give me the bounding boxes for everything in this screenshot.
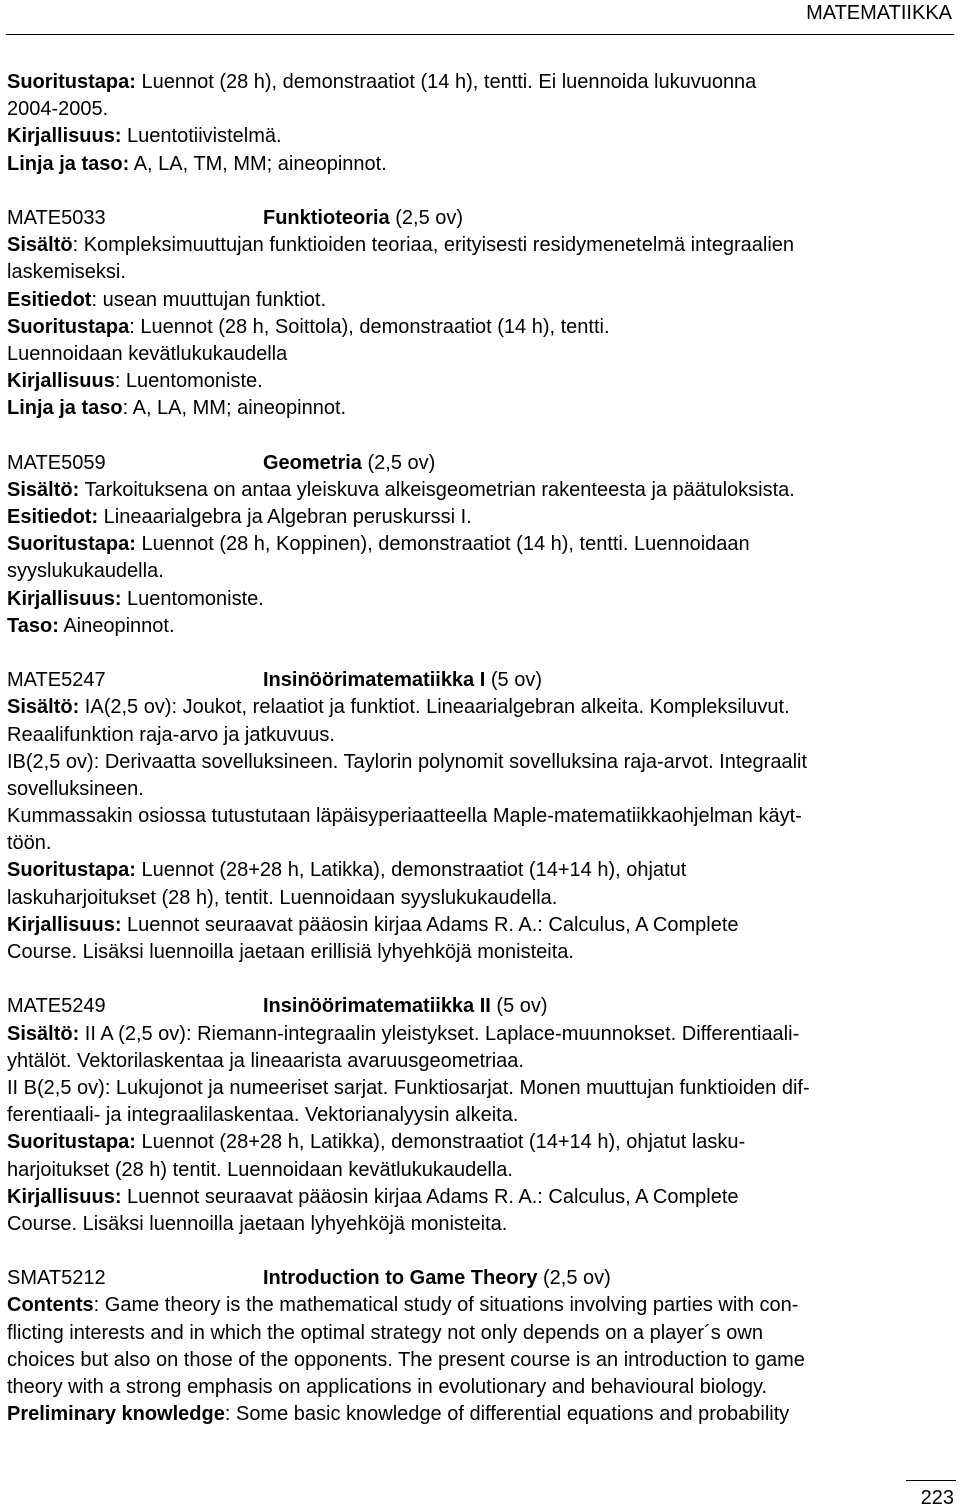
- field-value: Luennot seuraavat pääosin kirjaa Adams R. A.: Calculus, A Complete: [121, 913, 739, 936]
- field-value: Luennot (28+28 h, Latikka), demonstraatiot (14+14 h), ohjatut: [135, 859, 687, 882]
- field-line: [7, 1292, 955, 1319]
- field-line: [7, 1021, 955, 1048]
- field-value: Luennot (28 h), demonstraatiot (14 h), tentti. Ei luennoida lukuvuonna: [135, 71, 757, 93]
- field-value: Luentomoniste.: [121, 587, 264, 610]
- field-value: : Kompleksimuuttujan funktioiden teoriaa, erityisesti residymenetelmä integraalien: [72, 234, 795, 257]
- course-code: SMAT5212: [7, 1267, 106, 1290]
- text-content: yhtälöt. Vektorilaskentaa ja lineaarista avaruusgeometriaa.: [7, 1049, 524, 1072]
- text-line: [7, 722, 955, 749]
- course-title: Insinöörimatematiikka I: [263, 669, 486, 692]
- paragraph-gap: [7, 640, 955, 667]
- text-line: [7, 96, 955, 123]
- header-title: MATEMATIIKKA: [806, 2, 952, 24]
- field-label: Linja ja taso: [7, 397, 123, 420]
- field-line: [7, 1401, 955, 1428]
- field-label: Suoritustapa:: [7, 533, 136, 556]
- field-line: [7, 151, 955, 178]
- text-content: theory with a strong emphasis on applications in evolutionary and behavioural biology.: [7, 1376, 768, 1398]
- field-label: Esitiedot: [7, 288, 92, 311]
- field-value: Luentotiivistelmä.: [121, 125, 282, 148]
- text-line: [7, 885, 955, 912]
- field-value: Luennot seuraavat pääosin kirjaa Adams R. A.: Calculus, A Complete: [121, 1185, 739, 1208]
- text-content: IB(2,5 ov): Derivaatta sovelluksineen. Taylorin polynomit sovelluksina raja-arvot. Integraalit: [7, 750, 808, 773]
- text-line: [7, 749, 955, 776]
- field-value: II A (2,5 ov): Riemann-integraalin yleistykset. Laplace-muunnokset. Differentiaali-: [79, 1022, 800, 1045]
- field-label: Suoritustapa:: [7, 1131, 136, 1154]
- field-line: [7, 1129, 955, 1156]
- field-line: [7, 1184, 955, 1211]
- text-line: [7, 1320, 955, 1347]
- course-credits: (2,5 ov): [537, 1267, 611, 1290]
- text-content: Course. Lisäksi luennoilla jaetaan lyhyehköjä monisteita.: [7, 1212, 508, 1235]
- text-content: töön.: [7, 832, 52, 855]
- field-line: [7, 123, 955, 150]
- course-title: Geometria: [263, 451, 362, 474]
- paragraph-gap: [7, 422, 955, 449]
- text-line: [7, 1102, 955, 1129]
- course-credits: (2,5 ov): [361, 451, 436, 474]
- text-line: [7, 776, 955, 803]
- field-line: [7, 287, 955, 314]
- paragraph-gap: [7, 966, 955, 993]
- text-content: sovelluksineen.: [7, 777, 144, 800]
- field-label: Sisältö: [7, 234, 73, 257]
- course-credits: (2,5 ov): [389, 206, 464, 229]
- field-label: Suoritustapa:: [7, 71, 136, 93]
- text-content: harjoitukset (28 h) tentit. Luennoidaan kevätlukukaudella.: [7, 1158, 513, 1181]
- text-content: laskuharjoitukset (28 h), tentit. Luennoidaan syyslukukaudella.: [7, 886, 558, 909]
- field-line: [7, 912, 955, 939]
- field-label: Sisältö:: [7, 1022, 80, 1045]
- field-label: Kirjallisuus: [7, 370, 115, 393]
- paragraph-gap: [7, 1238, 955, 1265]
- page-number: 223: [920, 1487, 954, 1509]
- field-line: [7, 613, 955, 640]
- field-line: [7, 232, 955, 259]
- course-title: Funktioteoria: [263, 206, 390, 229]
- field-value: : Game theory is the mathematical study of situations involving parties with con-: [93, 1294, 799, 1317]
- course-credits: (5 ov): [490, 995, 548, 1018]
- field-label: Suoritustapa: [7, 315, 130, 338]
- text-content: flicting interests and in which the optimal strategy not only depends on a player´s own: [7, 1321, 763, 1344]
- document-body: [7, 69, 955, 1428]
- footer-rule: [906, 1480, 956, 1481]
- field-label: Preliminary knowledge: [7, 1403, 225, 1426]
- text-content: Reaalifunktion raja-arvo ja jatkuvuus.: [7, 723, 335, 746]
- field-value: A, LA, TM, MM; aineopinnot.: [129, 152, 387, 175]
- course-title: Introduction to Game Theory: [263, 1267, 538, 1290]
- field-value: Tarkoituksena on antaa yleiskuva alkeisgeometrian rakenteesta ja päätuloksista.: [79, 478, 795, 501]
- course-credits: (5 ov): [485, 669, 542, 692]
- field-label: Kirjallisuus:: [7, 587, 122, 610]
- text-line: [7, 830, 955, 857]
- text-line: [7, 1211, 955, 1238]
- field-value: Lineaarialgebra ja Algebran peruskurssi I.: [98, 506, 472, 528]
- course-title: Insinöörimatematiikka II: [263, 995, 491, 1018]
- field-line: [7, 857, 955, 884]
- field-label: Linja ja taso:: [7, 152, 130, 175]
- field-label: Kirjallisuus:: [7, 125, 122, 148]
- field-label: Sisältö:: [7, 696, 80, 719]
- field-label: Suoritustapa:: [7, 859, 136, 882]
- course-code: MATE5247: [7, 669, 106, 692]
- text-content: syyslukukaudella.: [7, 560, 164, 583]
- field-label: Sisältö:: [7, 478, 80, 501]
- field-value: : Some basic knowledge of differential equations and probability: [224, 1403, 790, 1426]
- course-heading: [7, 1265, 955, 1292]
- field-label: Contents: [7, 1294, 94, 1317]
- text-content: laskemiseksi.: [7, 261, 126, 284]
- field-line: [7, 504, 955, 531]
- field-line: [7, 531, 955, 558]
- field-line: [7, 477, 955, 504]
- field-line: [7, 314, 955, 341]
- header-rule: [6, 34, 954, 35]
- course-code: MATE5033: [7, 206, 106, 229]
- text-content: ferentiaali- ja integraalilaskentaa. Vektorianalyysin alkeita.: [7, 1104, 519, 1127]
- field-label: Taso:: [7, 614, 59, 637]
- text-line: [7, 259, 955, 286]
- course-heading: [7, 993, 955, 1020]
- field-label: Kirjallisuus:: [7, 913, 122, 936]
- text-content: 2004-2005.: [7, 98, 109, 121]
- text-line: [7, 1048, 955, 1075]
- field-line: [7, 69, 955, 96]
- field-line: [7, 694, 955, 721]
- page-header: [0, 0, 960, 40]
- text-line: [7, 803, 955, 830]
- field-value: : A, LA, MM; aineopinnot.: [122, 397, 347, 420]
- field-value: : usean muuttujan funktiot.: [91, 288, 327, 311]
- course-heading: [7, 205, 955, 232]
- field-value: : Luennot (28 h, Soittola), demonstraatiot (14 h), tentti.: [129, 315, 610, 338]
- text-line: [7, 939, 955, 966]
- text-content: Kummassakin osiossa tutustutaan läpäisyperiaatteella Maple-matematiikkaohjelman käyt-: [7, 805, 802, 828]
- field-value: Luennot (28+28 h, Latikka), demonstraatiot (14+14 h), ohjatut lasku-: [135, 1131, 746, 1154]
- field-label: Kirjallisuus:: [7, 1185, 122, 1208]
- text-line: [7, 1347, 955, 1374]
- course-code: MATE5249: [7, 995, 106, 1018]
- text-content: Luennoidaan kevätlukukaudella: [7, 342, 288, 365]
- course-heading: [7, 450, 955, 477]
- field-line: [7, 368, 955, 395]
- field-line: [7, 586, 955, 613]
- text-content: II B(2,5 ov): Lukujonot ja numeeriset sarjat. Funktiosarjat. Monen muuttujan funktioiden dif-: [7, 1076, 810, 1099]
- course-code: MATE5059: [7, 451, 106, 474]
- text-line: [7, 558, 955, 585]
- field-line: [7, 395, 955, 422]
- course-heading: [7, 667, 955, 694]
- text-content: choices but also on those of the opponents. The present course is an introduction to game: [7, 1348, 805, 1371]
- field-value: IA(2,5 ov): Joukot, relaatiot ja funktiot. Lineaarialgebran alkeita. Kompleksiluvut.: [79, 696, 790, 719]
- field-label: Esitiedot:: [7, 506, 99, 528]
- text-line: [7, 1157, 955, 1184]
- text-line: [7, 1075, 955, 1102]
- paragraph-gap: [7, 178, 955, 205]
- text-line: [7, 1374, 955, 1401]
- field-value: : Luentomoniste.: [114, 370, 263, 393]
- field-value: Aineopinnot.: [58, 614, 175, 637]
- text-content: Course. Lisäksi luennoilla jaetaan erillisiä lyhyehköjä monisteita.: [7, 941, 574, 963]
- text-line: [7, 341, 955, 368]
- field-value: Luennot (28 h, Koppinen), demonstraatiot (14 h), tentti. Luennoidaan: [135, 533, 750, 556]
